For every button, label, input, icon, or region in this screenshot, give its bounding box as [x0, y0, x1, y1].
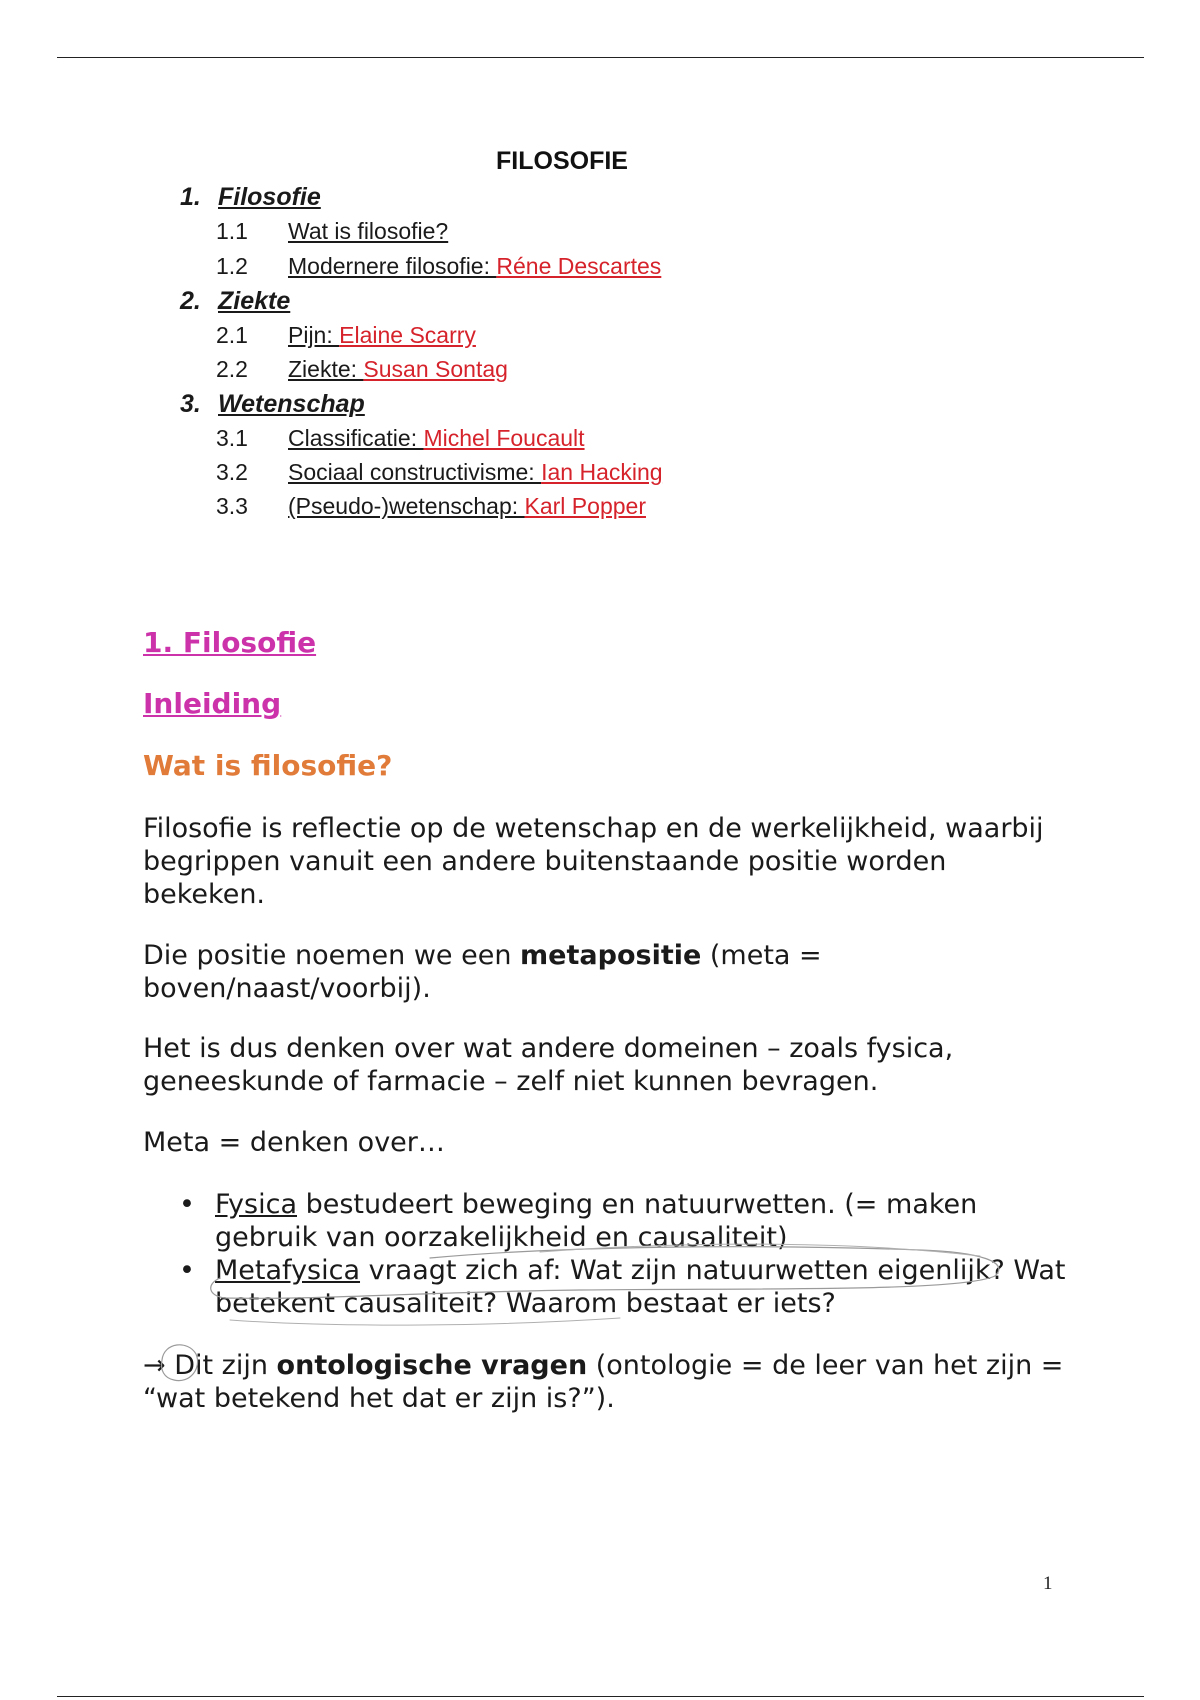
list-item	[143, 1188, 1073, 1254]
paragraph-ontology	[143, 1349, 1073, 1415]
toc-section-wetenschap[interactable]	[180, 390, 365, 419]
bullet-text: bestudeert beweging en natuurwetten. (= maken gebruik van oorzakelijkheid en causaliteit)	[215, 1189, 978, 1253]
top-rule	[57, 57, 1144, 58]
toc-item-number: 3.3	[216, 493, 248, 519]
toc-section-title: Ziekte	[218, 287, 291, 315]
toc-section-title: Wetenschap	[218, 390, 365, 418]
section-heading: 1. Filosofie	[143, 626, 317, 659]
paragraph-text: Die positie noemen we een	[143, 940, 521, 971]
paragraph-meta: Meta = denken over…	[143, 1127, 445, 1158]
arrow-icon: →	[143, 1350, 166, 1381]
sub-heading: Inleiding	[143, 687, 282, 720]
toc-item-2-2[interactable]	[216, 356, 508, 383]
toc-item-3-1[interactable]	[216, 425, 585, 452]
toc-item-number: 3.1	[216, 425, 248, 451]
toc-item-label: Wat is filosofie?	[288, 218, 449, 244]
toc-item-label: Classificatie:	[288, 425, 424, 451]
toc-section-ziekte[interactable]	[180, 287, 290, 316]
toc-item-number: 1.1	[216, 218, 248, 244]
paragraph-metapositie	[143, 939, 1073, 1005]
toc-item-1-1[interactable]	[216, 218, 448, 245]
bullet-term: Fysica	[215, 1189, 297, 1220]
toc-section-title: Filosofie	[218, 183, 321, 211]
toc-item-2-1[interactable]	[216, 322, 476, 349]
paragraph-definition: Filosofie is reflectie op de wetenschap en de werkelijkheid, waarbij begrippen vanuit een andere buitenstaande positie worden bekeken.	[143, 813, 1044, 910]
paragraph-text: (meta = boven/naast/voorbij).	[143, 940, 822, 1004]
toc-item-1-2[interactable]	[216, 253, 661, 280]
bullet-list	[143, 1188, 1073, 1320]
toc-item-number: 1.2	[216, 253, 248, 279]
toc-item-author: Karl Popper	[524, 493, 646, 519]
bullet-text: vraagt zich af: Wat zijn natuurwetten eigenlijk? Wat betekent causaliteit? Waarom bestaat er iets?	[215, 1255, 1066, 1319]
toc-item-number: 3.2	[216, 459, 248, 485]
paragraph-domains: Het is dus denken over wat andere domeinen – zoals fysica, geneeskunde of farmacie – zelf niet kunnen bevragen.	[143, 1033, 954, 1097]
bold-term: ontologische vragen	[276, 1350, 588, 1381]
question-heading: Wat is filosofie?	[143, 749, 393, 782]
bullet-icon: •	[179, 1189, 195, 1220]
toc-item-3-2[interactable]	[216, 459, 663, 486]
toc-item-3-3[interactable]	[216, 493, 646, 520]
bold-term: metapositie	[520, 940, 702, 971]
toc-item-author: Elaine Scarry	[339, 322, 476, 348]
toc-item-number: 2.1	[216, 322, 248, 348]
paragraph-text: Dit zijn	[165, 1350, 277, 1381]
page-number: 1	[1043, 1573, 1053, 1594]
toc-item-number: 2.2	[216, 356, 248, 382]
toc-item-author: Michel Foucault	[423, 425, 585, 451]
toc-item-label: Modernere filosofie:	[288, 253, 497, 279]
list-item	[143, 1254, 1073, 1320]
toc-section-number: 2.	[180, 287, 201, 315]
paragraph-text: (ontologie = de leer van het zijn = “wat betekend het dat er zijn is?”).	[143, 1350, 1064, 1414]
bullet-term: Metafysica	[215, 1255, 361, 1286]
toc-item-label: Ziekte:	[288, 356, 364, 382]
toc-item-label: Sociaal constructivisme:	[288, 459, 542, 485]
document-title: FILOSOFIE	[496, 147, 628, 175]
toc-item-label: Pijn:	[288, 322, 340, 348]
toc-item-author: Susan Sontag	[363, 356, 508, 382]
toc-item-author: Réne Descartes	[496, 253, 662, 279]
toc-item-author: Ian Hacking	[541, 459, 663, 485]
toc-item-label: (Pseudo-)wetenschap:	[288, 493, 525, 519]
toc-section-number: 1.	[180, 183, 201, 211]
toc-section-filosofie[interactable]	[180, 183, 321, 212]
toc-section-number: 3.	[180, 390, 201, 418]
bullet-icon: •	[179, 1255, 195, 1286]
bottom-rule	[57, 1696, 1144, 1697]
